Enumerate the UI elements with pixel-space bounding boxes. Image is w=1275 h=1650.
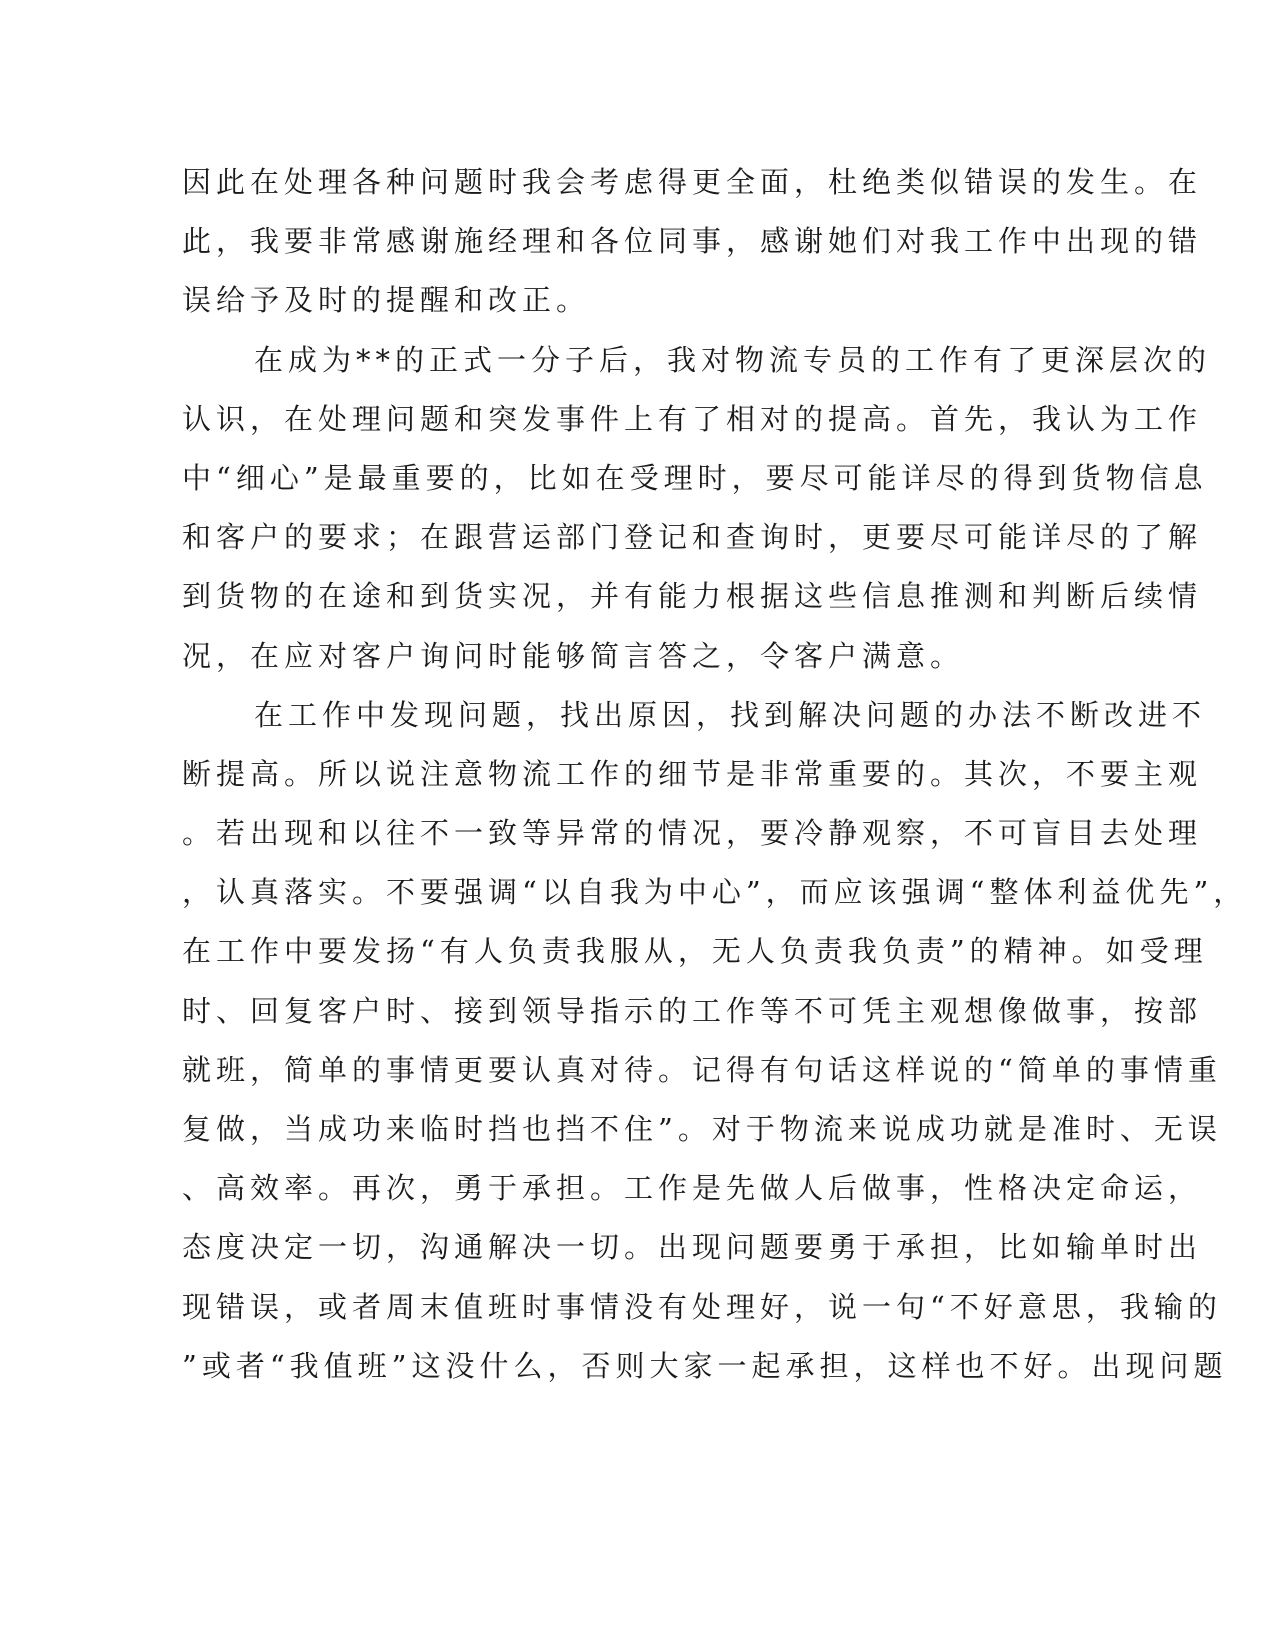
text-line: 误给予及时的提醒和改正。 (182, 283, 591, 318)
text-line: 此，我要非常感谢施经理和各位同事，感谢她们对我工作中出现的错 (182, 224, 1203, 259)
text-line: 现错误，或者周末值班时事情没有处理好，说一句“不好意思，我输的 (182, 1289, 1222, 1324)
text-line: 就班，简单的事情更要认真对待。记得有句话这样说的“简单的事情重 (182, 1052, 1222, 1087)
text-line: ”或者“我值班”这没什么，否则大家一起承担，这样也不好。出现问题 (182, 1348, 1228, 1383)
text-line: ，认真落实。不要强调“以自我为中心”，而应该强调“整体利益优先”， (182, 875, 1248, 910)
text-line: 、高效率。再次，勇于承担。工作是先做人后做事，性格决定命运， (182, 1171, 1203, 1206)
text-line: 中“细心”是最重要的，比如在受理时，要尽可能详尽的得到货物信息 (182, 460, 1208, 495)
text-line: 复做，当成功来临时挡也挡不住”。对于物流来说成功就是准时、无误 (182, 1112, 1222, 1146)
text-line: 因此在处理各种问题时我会考虑得更全面，杜绝类似错误的发生。在 (182, 165, 1203, 199)
text-line: 在工作中要发扬“有人负责我服从，无人负责我负责”的精神。如受理 (182, 934, 1208, 969)
body-text (182, 162, 1248, 1405)
text-line: 断提高。所以说注意物流工作的细节是非常重要的。其次，不要主观 (182, 756, 1203, 791)
text-line: 认识，在处理问题和突发事件上有了相对的提高。首先，我认为工作 (182, 401, 1203, 436)
text-line: 到货物的在途和到货实况，并有能力根据这些信息推测和判断后续情 (182, 579, 1203, 614)
text-line: 况，在应对客户询问时能够简言答之，令客户满意。 (182, 638, 965, 673)
paragraph-first-line: 在成为**的正式一分子后，我对物流专员的工作有了更深层次的 (254, 342, 1212, 377)
text-line: 和客户的要求；在跟营运部门登记和查询时，更要尽可能详尽的了解 (182, 520, 1203, 555)
paragraph-first-line: 在工作中发现问题，找出原因，找到解决问题的办法不断改进不 (254, 697, 1207, 732)
text-line: 态度决定一切，沟通解决一切。出现问题要勇于承担，比如输单时出 (182, 1230, 1203, 1265)
text-line: 时、回复客户时、接到领导指示的工作等不可凭主观想像做事，按部 (182, 993, 1203, 1028)
text-line: 。若出现和以往不一致等异常的情况，要冷静观察，不可盲目去处理 (182, 816, 1203, 851)
